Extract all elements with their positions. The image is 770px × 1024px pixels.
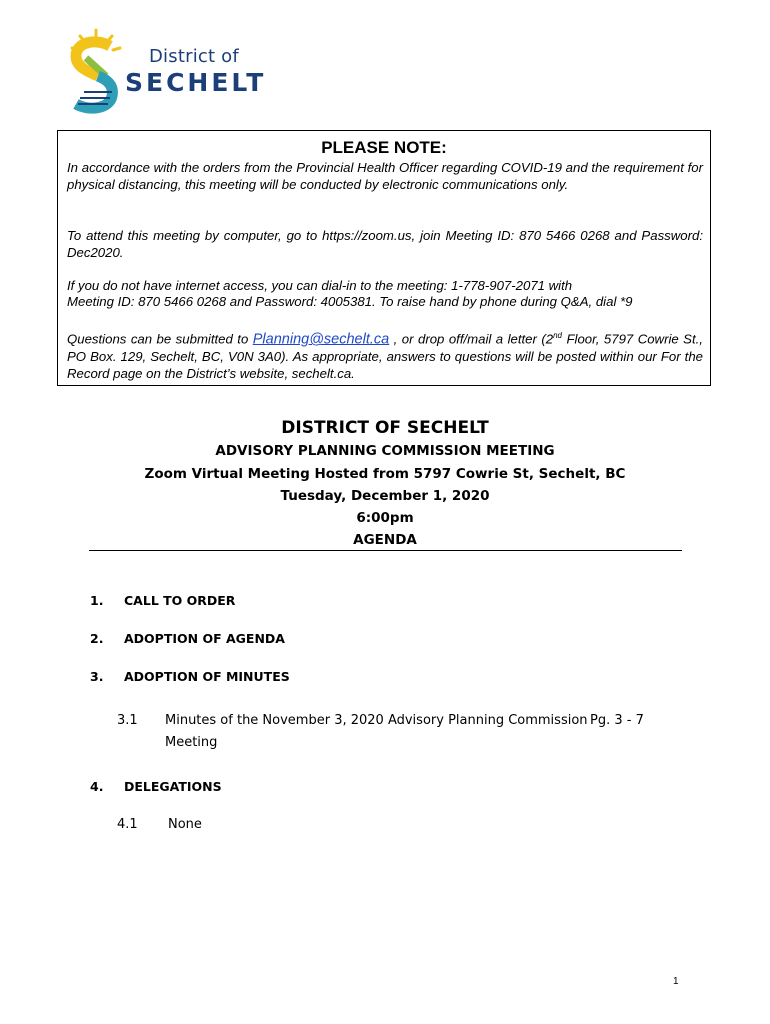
agenda-item-label: DELEGATIONS bbox=[124, 779, 222, 794]
questions-prefix: Questions can be submitted to bbox=[67, 331, 253, 347]
subitem-label-line1: Minutes of the November 3, 2020 Advisory Planning Commission bbox=[165, 713, 588, 728]
agenda-item-label: CALL TO ORDER bbox=[124, 593, 236, 608]
logo-text-sechelt: SECHELT bbox=[125, 68, 267, 97]
agenda-item-number: 4. bbox=[90, 779, 104, 794]
header-divider bbox=[89, 550, 682, 551]
agenda-heading: AGENDA bbox=[353, 532, 417, 548]
meeting-time: 6:00pm bbox=[356, 510, 414, 526]
notice-title: PLEASE NOTE: bbox=[321, 138, 447, 157]
subitem-number: 3.1 bbox=[117, 713, 138, 728]
subitem-page-ref: Pg. 3 - 7 bbox=[590, 713, 644, 728]
covid-notice-box bbox=[57, 130, 711, 386]
district-logo bbox=[66, 28, 266, 114]
logo-text-district-of: District of bbox=[149, 46, 239, 67]
sechelt-logo-mark-icon bbox=[66, 28, 126, 114]
questions-mid: , or drop off/mail a letter (2 bbox=[389, 331, 554, 347]
subitem-number: 4.1 bbox=[117, 817, 138, 832]
subitem-label: None bbox=[168, 817, 202, 832]
meeting-date: Tuesday, December 1, 2020 bbox=[280, 488, 490, 504]
agenda-item-label: ADOPTION OF AGENDA bbox=[124, 631, 285, 646]
meeting-location: Zoom Virtual Meeting Hosted from 5797 Cowrie St, Sechelt, BC bbox=[144, 466, 626, 482]
agenda-item-label: ADOPTION OF MINUTES bbox=[124, 669, 290, 684]
dial-in-line-2: Meeting ID: 870 5466 0268 and Password: 4005381. To raise hand by phone during Q&A, dial *9 bbox=[67, 294, 633, 309]
notice-paragraph-covid: In accordance with the orders from the Provincial Health Officer regarding COVID-19 and the requirement for physical distancing, this meeting will be conducted by electronic communications only. bbox=[67, 160, 703, 192]
subitem-label-line2: Meeting bbox=[165, 735, 218, 750]
notice-paragraph-zoom: To attend this meeting by computer, go to https://zoom.us, join Meeting ID: 870 5466 0268 and Password: Dec2020. bbox=[67, 228, 703, 260]
notice-paragraph-questions bbox=[67, 327, 703, 382]
agenda-item-number: 2. bbox=[90, 631, 104, 646]
agenda-item-number: 3. bbox=[90, 669, 104, 684]
agenda-item-number: 1. bbox=[90, 593, 104, 608]
notice-paragraph-dial-in bbox=[67, 278, 703, 310]
dial-in-line-1: If you do not have internet access, you can dial-in to the meeting: 1-778-907-2071 with bbox=[67, 278, 573, 293]
planning-email-link[interactable]: Planning@sechelt.ca bbox=[252, 331, 390, 348]
org-title: DISTRICT OF SECHELT bbox=[281, 418, 489, 438]
questions-suffix: Floor, 5797 Cowrie St., PO Box. 129, Sechelt, BC, V0N 3A0). As appropriate, answers to questions will be posted within our For the Record page on the District’s website, sechelt.ca. bbox=[67, 331, 703, 382]
meeting-title: ADVISORY PLANNING COMMISSION MEETING bbox=[215, 443, 555, 459]
questions-superscript: nd bbox=[553, 331, 562, 340]
page-number: 1 bbox=[673, 976, 679, 987]
